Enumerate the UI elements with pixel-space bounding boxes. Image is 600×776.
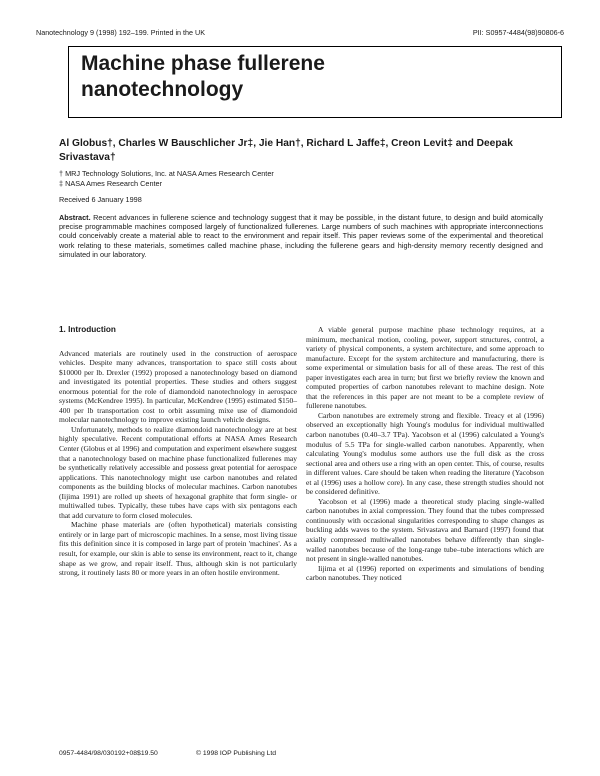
paragraph: Machine phase materials are (often hypothetical) materials consisting entirely or in large part of microscopic machines. In a sense, most living tissue fits this definition since it is composed in large part of protein 'machines'. As a result, for example, our skin is able to sense its environment, react to it, change shape as we grow, and repair itself. Thus, although skin is not particularly strong, it routinely lasts 80 or more years in an often hostile environment. bbox=[59, 520, 297, 578]
title-line-2: nanotechnology bbox=[81, 78, 244, 101]
affiliation-1: † MRJ Technology Solutions, Inc. at NASA Ames Research Center bbox=[59, 169, 274, 178]
affiliations bbox=[59, 169, 274, 188]
footer-copyright: © 1998 IOP Publishing Ltd bbox=[196, 750, 277, 757]
footer-issn: 0957-4484/98/030192+08$19.50 bbox=[59, 750, 158, 757]
received-date: Received 6 January 1998 bbox=[59, 195, 142, 204]
pii-header: PII: S0957-4484(98)90806-6 bbox=[472, 28, 564, 37]
paragraph: A viable general purpose machine phase technology requires, at a minimum, mechanical motion, cooling, power, support structures, control, a variety of physical components, a system architecture, and some approach to manufacture. Except for the system architecture and manufacturing, there is some experimental or simulation basis for all of these areas. The rest of this paper investigates each area in turn; but first we briefly review the known and computed properties of carbon nanotubes relevant to machine design. Note that the references in this paper are not meant to be a complete review of fullerene nanotubes. bbox=[306, 325, 544, 411]
abstract bbox=[59, 213, 543, 259]
paragraph: Carbon nanotubes are extremely strong and flexible. Treacy et al (1996) observed an exceptionally high Young's modulus for individual multiwalled carbon nanotubes (0.40–3.7 TPa). Yacobson et al (1996) calculated a Young's modulus of 5.5 TPa for single-walled carbon nanotubes. Apparently, when calculating Young's modulus some authors use the full disk as the cross sectional area and others use a ring with an open center. This, of course, results in different values. Care should be taken when reading the literature (Yacobson et al (1996) uses a hollow core). In any case, these strength studies should not be considered definitive. bbox=[306, 410, 544, 497]
right-column bbox=[306, 325, 544, 583]
abstract-text: Recent advances in fullerene science and technology suggest that it may be possible, in the distant future, to design and build atomically precise programmable machines composed largely of functionalized fullerenes. Large numbers of such machines with appropriate interconnections could conceivably create a material able to react to the environment and repair itself. This paper reviews some of the experimental and theoretical work relating to these materials, sometimes called machine phase, including the fullerene gears and high-density memory recently designed and simulated in our laboratory. bbox=[59, 213, 544, 259]
paragraph: Advanced materials are routinely used in the construction of aerospace vehicles. Despite many advances, transportation to space still costs about $10000 per lb. Drexler (1992) proposed a nanotechnology based on diamond and investigated its potential properties. These studies and others suggest enormous potential for the role of diamondoid nanotechnology in aerospace systems (McKendree 1995). In particular, McKendree (1995) estimated $150–400 per lb transportation cost to orbit assuming mixe use of diamondoid molecular nanotechnology to improve existing launch vehicle designs. bbox=[59, 348, 297, 425]
authors: Al Globus†, Charles W Bauschlicher Jr‡, Jie Han†, Richard L Jaffe‡, Creon Levit‡ and Deepak Srivastava† bbox=[59, 138, 513, 163]
affiliation-2: ‡ NASA Ames Research Center bbox=[59, 178, 163, 188]
paragraph: Iijima et al (1996) reported on experiments and simulations of bending carbon nanotubes. They noticed bbox=[306, 563, 544, 583]
title-box bbox=[68, 46, 562, 118]
paragraph: Yacobson et al (1996) made a theoretical study placing single-walled carbon nanotubes in axial compression. They found that the tubes compressed continuously with occasional singularities corresponding to shape changes as buckling adds waves to the system. Srivastava and Barnard (1997) found that axially compressed multiwalled nanotubes behave differently than single-walled nanotubes because of the long-range tube–tube interactions which are not present in single-walled nanotubes. bbox=[306, 496, 544, 564]
paper-title bbox=[81, 51, 325, 103]
abstract-label: Abstract. bbox=[59, 213, 91, 222]
left-column bbox=[59, 325, 297, 578]
journal-header: Nanotechnology 9 (1998) 192–199. Printed in the UK bbox=[36, 28, 206, 37]
paragraph: Unfortunately, methods to realize diamondoid nanotechnology are at best highly speculative. Recent computational efforts at NASA Ames Research Center (Globus et al 1996) and computation and experiment elsewhere suggest that a nanotechnology based on machine phase functionalized fullerenes may be synthetically relatively accessible and possess great potential for aerospace applications. This nanotechnology might use carbon nanotubes and related components as the building blocks of molecular machines. Carbon nanotubes (Iijima 1991) are rolled up sheets of hexagonal graphite that form single- or multiwalled tubes. Typically, these tubes have caps with six pentagons each that add curvature to form closed molecules. bbox=[59, 424, 297, 520]
title-line-1: Machine phase fullerene bbox=[81, 52, 325, 75]
section-heading: 1. Introduction bbox=[59, 325, 116, 334]
